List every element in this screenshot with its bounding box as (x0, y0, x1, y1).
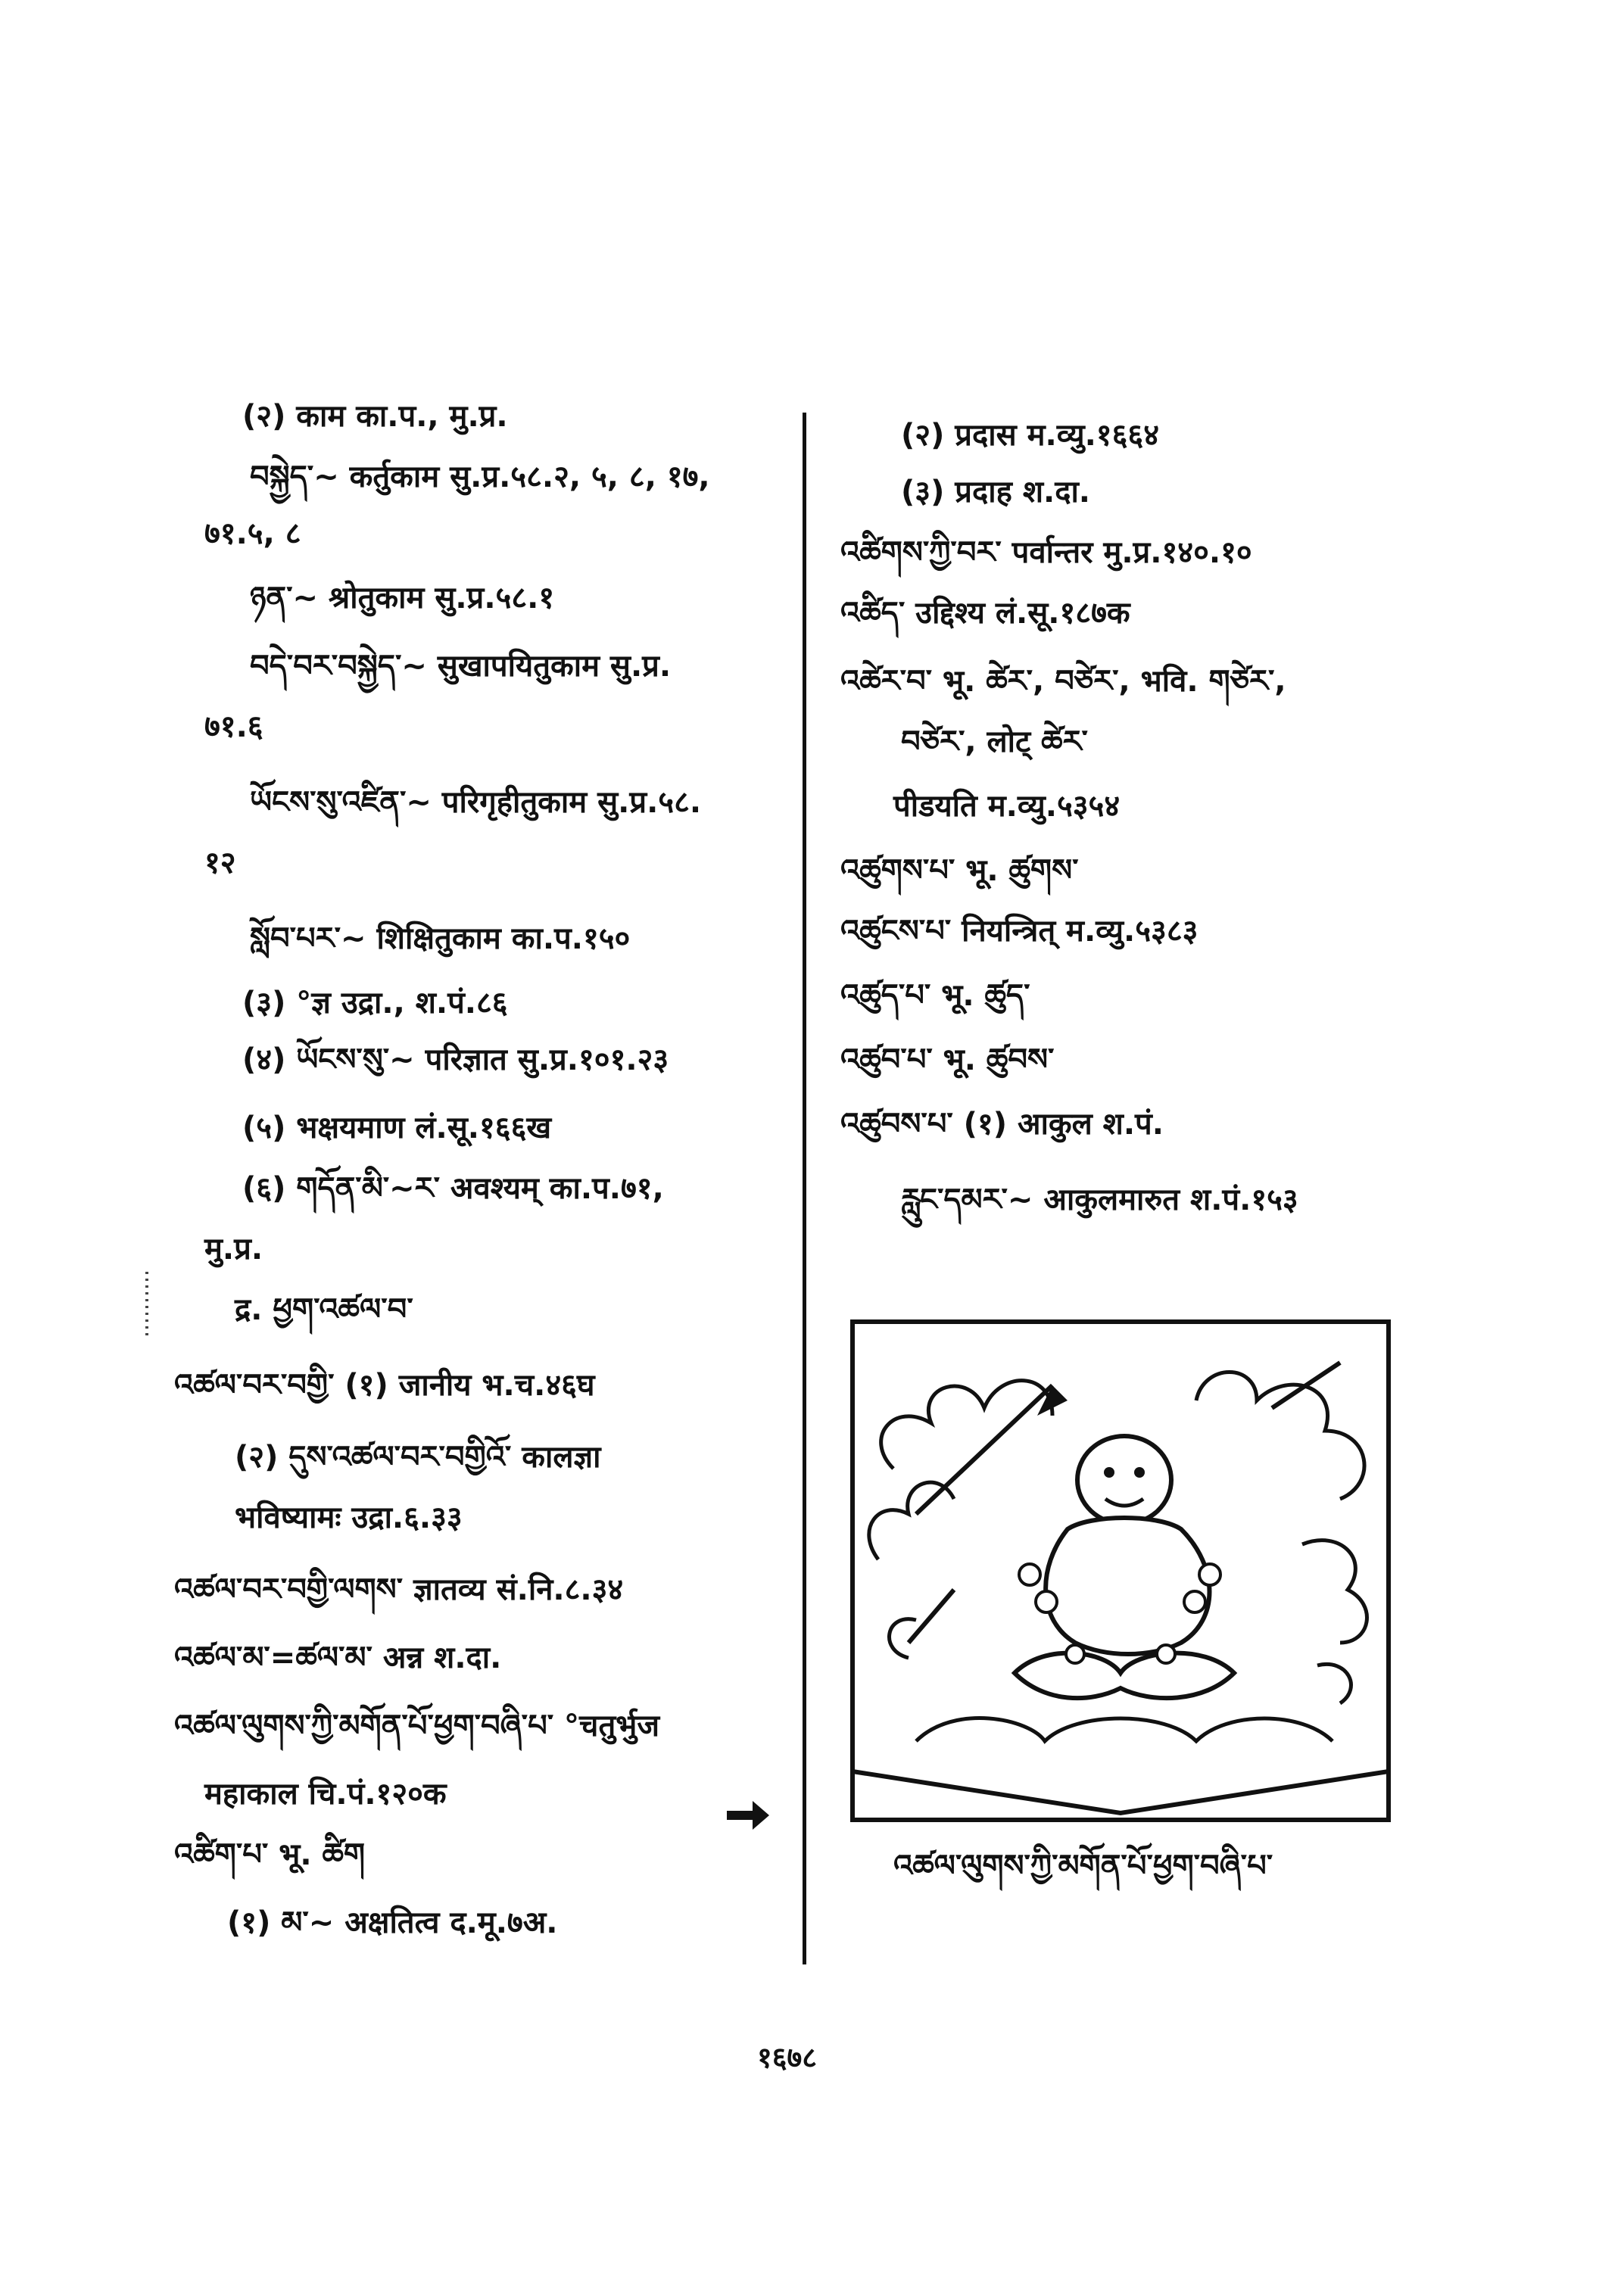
left-entry-line: (२) काम का.प., मु.प्र. (242, 399, 508, 434)
right-entry-line: འཚུབས་པ་ (१) आकुल श.पं. (840, 1107, 1164, 1142)
left-entry-line: འཚིག་པ་ भू. ཚིག (174, 1837, 366, 1872)
left-entry-line: ཉན་~ श्रोतुकाम सु.प्र.५८.१ (250, 581, 555, 615)
left-entry-line: སློབ་པར་~ शिक्षितुकाम का.प.१५० (250, 921, 631, 956)
right-entry-line: འཚུངས་པ་ नियन्त्रित् म.व्यु.५३८३ (840, 914, 1199, 949)
left-entry-line: ७१.५, ८ (204, 516, 301, 551)
left-entry-line: (१) མ་~ अक्षतित्व द.मू.७अ. (227, 1905, 558, 1940)
left-entry-line: (३) °ज्ञ उद्रा., श.पं.८६ (242, 986, 508, 1020)
left-entry-line: འཚལ་ལུགས་ཀྱི་མགོན་པོ་ཕྱག་བཞི་པ་ °चतुर्भुज (174, 1709, 660, 1743)
right-entry-line: འཚིགས་ཀྱི་བར་ पर्वान्तर मु.प्र.१४०.१० (840, 535, 1252, 570)
left-entry-line: བསྐྱེད་~ कर्तुकाम सु.प्र.५८.२, ५, ८, १७, (250, 460, 710, 494)
right-entry-line: (३) प्रदाह श.दा. (901, 475, 1091, 509)
right-entry-line: འཚུད་པ་ भू. ཚུད་ (840, 978, 1030, 1013)
right-entry-line: पीडयति म.व्यु.५३५४ (893, 789, 1121, 824)
left-entry-line: (५) भक्षयमाण लं.सू.१६६ख (242, 1111, 552, 1145)
arrow-right-icon (727, 1798, 769, 1833)
figure-caption: འཚལ་ལུགས་ཀྱི་མགོན་པོ་ཕྱག་བཞི་པ་ (893, 1849, 1273, 1883)
left-entry-line: मु.प्र. (204, 1232, 263, 1266)
left-entry-line: ཡོངས་སུ་འཛིན་~ परिगृहीतुकाम सु.प्र.५८. (250, 785, 702, 820)
right-entry-line: (२) प्रदास म.व्यु.१६६४ (901, 418, 1160, 453)
margin-dots (145, 1272, 148, 1340)
right-entry-line: རླུང་དམར་~ आकुलमारुत श.पं.१५३ (901, 1182, 1298, 1217)
right-entry-line: བཙེར་, लोट् ཚེར་ (901, 724, 1088, 759)
left-entry-line: བདེ་བར་བསྐྱེད་~ सुखापयितुकाम सु.प्र. (250, 649, 672, 684)
left-entry-line: १२ (204, 846, 236, 880)
left-entry-line: (६) གདོན་མི་~ར་ अवश्यम् का.प.७१, (242, 1171, 664, 1206)
left-entry-line: འཚལ་བར་བགྱི་ (१) जानीय भ.च.४६घ (174, 1368, 595, 1403)
left-entry-line: འཚལ་བར་བགྱི་ལགས་ ज्ञातव्य सं.नि.८.३४ (174, 1572, 624, 1607)
page-number: १६७८ (757, 2041, 818, 2074)
right-entry-line: འཚིད་ उद्दिश्य लं.सू.१८७क (840, 596, 1130, 631)
left-entry-line: (२) དུས་འཚལ་བར་བགྱིའོ་ कालज्ञा (235, 1440, 601, 1475)
left-entry-line: (४) ཡོངས་སུ་~ परिज्ञात सु.प्र.१०१.२३ (242, 1042, 669, 1077)
mahakala-figure-image (848, 1317, 1393, 1824)
right-entry-line: འཚེར་བ་ भू. ཚེར་, བཙེར་, भवि. གཙེར་, (840, 664, 1286, 699)
left-entry-line: महाकाल चि.पं.१२०क (204, 1777, 447, 1812)
left-entry-line: द्र. ཕྱག་འཚལ་བ་ (235, 1292, 413, 1327)
column-divider (803, 413, 806, 1964)
right-entry-line: འཚུབ་པ་ भू. ཚུབས་ (840, 1042, 1055, 1077)
left-entry-line: भविष्यामः उद्रा.६.३३ (235, 1500, 463, 1535)
left-entry-line: ७१.६ (204, 709, 263, 744)
right-entry-line: འཚུགས་པ་ भू. ཚུགས་ (840, 853, 1079, 888)
left-entry-line: འཚལ་མ་=ཚལ་མ་ अन्न श.दा. (174, 1640, 502, 1675)
